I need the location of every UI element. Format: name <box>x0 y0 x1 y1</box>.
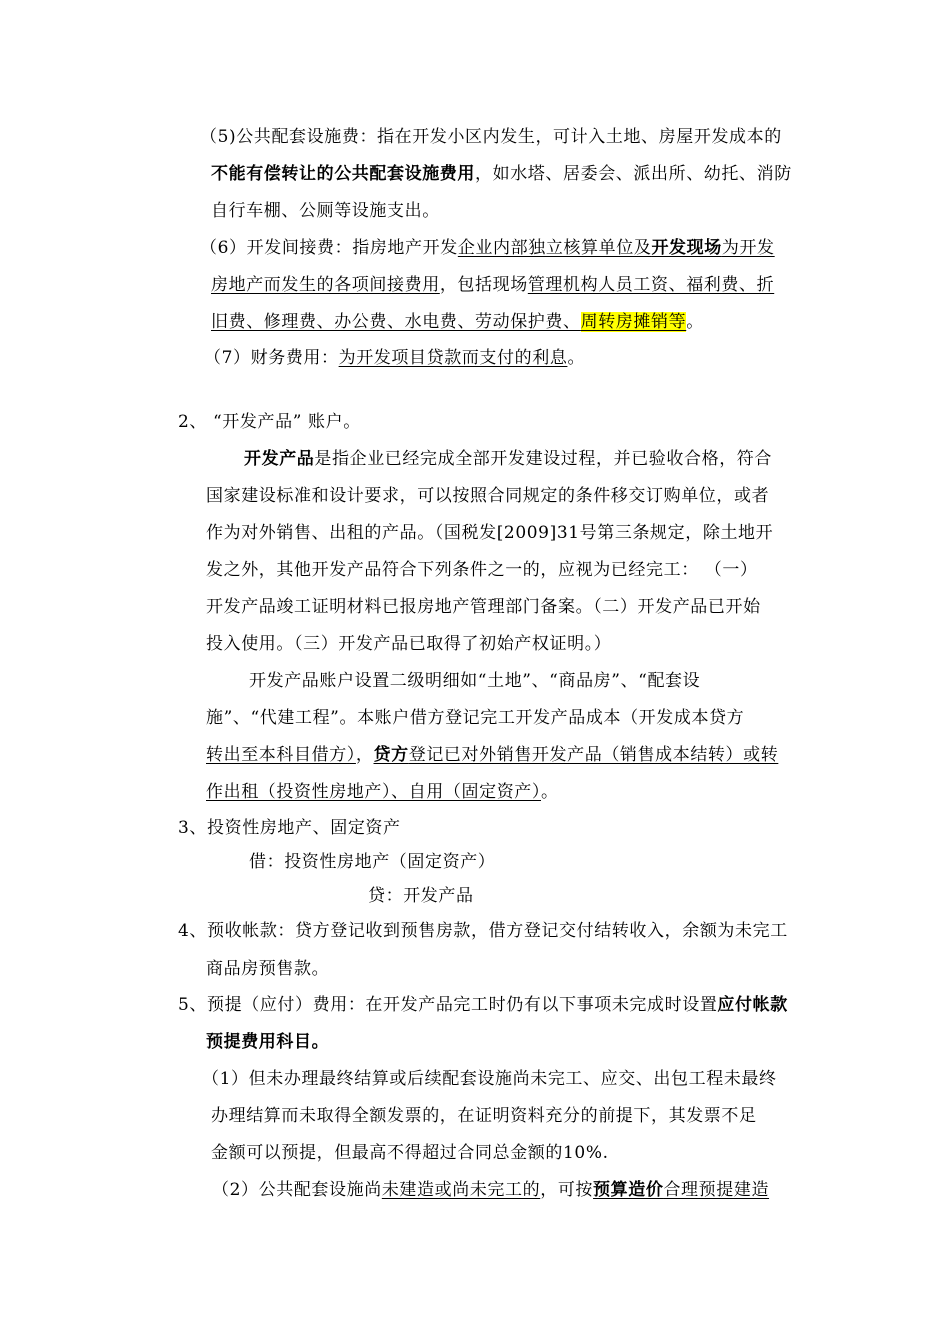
paragraph-line <box>206 1030 329 1054</box>
text: 发之外，其他开发产品符合下列条件之一的，应视为已经完工： （一） <box>206 560 758 580</box>
line-item6-title <box>200 236 775 260</box>
underlined-text: 旧费、修理费、办公费、水电费、劳动保护费、 <box>211 312 581 332</box>
underlined-text: 转出至本科目借方） <box>206 745 356 765</box>
text: （2）公共配套设施尚 <box>212 1180 382 1200</box>
bold-term: 预提费用科目。 <box>206 1032 330 1052</box>
line-item7 <box>204 346 585 370</box>
paragraph-line <box>244 447 772 471</box>
paragraph-line <box>206 743 778 767</box>
text: 是指企业已经完成全部开发建设过程，并已验收合格，符合 <box>314 449 773 469</box>
text: 开发产品账户设置二级明细如“土地”、“商品房”、“配套设 <box>249 671 701 691</box>
underlined-text: 为开发项目贷款而支付的利息 <box>338 348 568 368</box>
bold-underlined-term: 预算造价 <box>593 1180 664 1200</box>
text: 4、预收帐款：贷方登记收到预售房款，借方登记交付结转收入，余额为未完工 <box>178 921 788 941</box>
text: （6）开发间接费：指房地产开发 <box>200 238 458 258</box>
line-item6-cont1 <box>211 273 774 297</box>
text: 自行车棚、公厕等设施支出。 <box>211 201 440 221</box>
bold-term: 不能有偿转让的公共配套设施费用 <box>211 164 475 184</box>
text: 金额可以预提，但最高不得超过合同总金额的10%. <box>211 1143 609 1163</box>
text: ，可按 <box>540 1180 594 1200</box>
paragraph-line <box>206 632 611 656</box>
text: 。 <box>686 312 704 332</box>
underlined-text: 房地产而发生的各项间接费用 <box>211 275 440 295</box>
text: 。 <box>541 782 559 802</box>
underlined-text: 合理预提建造 <box>663 1180 770 1200</box>
text: ，如水塔、居委会、派出所、幼托、消防 <box>475 164 792 184</box>
bold-underlined-term: 贷方 <box>373 745 409 765</box>
underlined-text: 管理机构人员工资、福利费、折 <box>527 275 775 295</box>
text: ， <box>355 745 374 765</box>
text: （5)公共配套设施费：指在开发小区内发生，可计入土地、房屋开发成本的 <box>200 127 782 147</box>
text: ，包括现场 <box>439 275 528 295</box>
journal-debit <box>249 850 495 874</box>
section-3-heading <box>178 816 401 840</box>
line-item5-cont1 <box>211 162 792 186</box>
bold-term: 开发产品 <box>244 449 315 469</box>
text: 3、投资性房地产、固定资产 <box>178 818 401 838</box>
section-4-heading <box>178 919 788 943</box>
paragraph-line <box>211 1141 609 1165</box>
underlined-text: 企业内部独立核算单位及 <box>457 238 652 258</box>
section-5-heading <box>178 993 788 1017</box>
paragraph-line <box>206 521 773 545</box>
text: 贷：开发产品 <box>368 886 474 906</box>
text: 。 <box>567 348 586 368</box>
paragraph-line <box>206 706 744 730</box>
text: 开发产品竣工证明材料已报房地产管理部门备案。（二）开发产品已开始 <box>206 597 761 617</box>
underlined-text: 作出租（投资性房地产）、自用（固定资产） <box>206 782 541 802</box>
subitem-1 <box>202 1067 777 1091</box>
text: （7）财务费用： <box>204 348 339 368</box>
text: 国家建设标准和设计要求，可以按照合同规定的条件移交订购单位，或者 <box>206 486 770 506</box>
paragraph-line <box>206 558 758 582</box>
text: 5、预提（应付）费用：在开发产品完工时仍有以下事项未完成时设置 <box>178 995 718 1015</box>
line-item5-title <box>200 125 782 149</box>
paragraph-line <box>206 484 769 508</box>
text: 2、 “开发产品” 账户。 <box>178 412 361 432</box>
text: （1）但未办理最终结算或后续配套设施尚未完工、应交、出包工程未最终 <box>202 1069 777 1089</box>
paragraph-line <box>206 780 559 804</box>
underlined-text: 登记已对外销售开发产品（销售成本结转）或转 <box>408 745 779 765</box>
underlined-text: 为开发 <box>721 238 775 258</box>
text: 投入使用。（三）开发产品已取得了初始产权证明。） <box>206 634 612 654</box>
paragraph-line <box>206 957 329 981</box>
paragraph-line <box>206 595 761 619</box>
text: 办理结算而未取得全额发票的，在证明资料充分的前提下，其发票不足 <box>211 1106 757 1126</box>
subitem-2 <box>212 1178 769 1202</box>
bold-underlined-term: 开发现场 <box>651 238 722 258</box>
text: 作为对外销售、出租的产品。（国税发[2009]31号第三条规定，除土地开 <box>206 523 774 543</box>
paragraph-line <box>211 1104 757 1128</box>
underlined-text: 未建造或尚未完工的 <box>381 1180 541 1200</box>
line-item5-cont2 <box>211 199 440 223</box>
bold-term: 应付帐款 <box>717 995 788 1015</box>
text: 施”、“代建工程”。本账户借方登记完工开发产品成本（开发成本贷方 <box>206 708 745 728</box>
paragraph-line <box>249 669 700 693</box>
journal-credit <box>368 884 474 908</box>
line-item6-cont2 <box>211 310 704 334</box>
text: 商品房预售款。 <box>206 959 330 979</box>
highlighted-text: 周转房摊销等 <box>580 312 687 332</box>
section-2-heading <box>178 410 361 434</box>
text: 借：投资性房地产（固定资产） <box>249 852 496 872</box>
